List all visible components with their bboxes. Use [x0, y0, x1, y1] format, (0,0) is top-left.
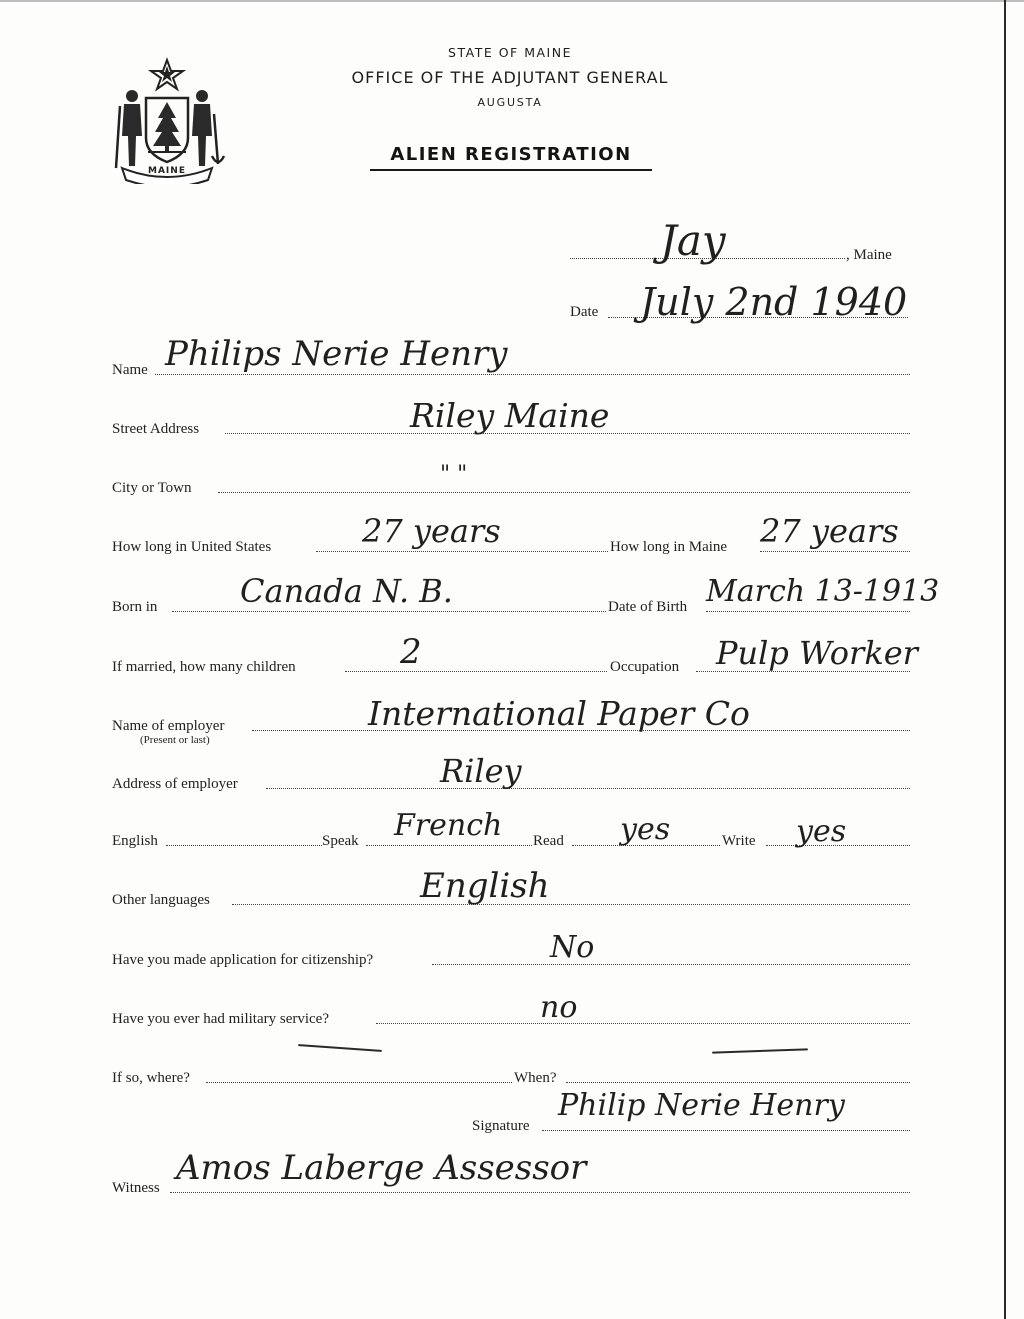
speak-label: Speak	[322, 833, 359, 849]
other-languages-value: English	[420, 866, 550, 906]
how-long-us-value: 27 years	[362, 512, 501, 550]
maine-label: , Maine	[846, 247, 892, 263]
how-long-maine-line	[760, 551, 910, 552]
date-of-birth-line	[706, 611, 910, 612]
children-label: If married, how many children	[112, 659, 296, 675]
employer-address-value: Riley	[440, 752, 522, 790]
date-of-birth-value: March 13-1913	[706, 574, 940, 609]
write-label: Write	[722, 833, 756, 849]
witness-line	[170, 1192, 910, 1193]
witness-value: Amos Laberge Assessor	[176, 1148, 587, 1188]
when-line	[566, 1082, 910, 1083]
other-languages-label: Other languages	[112, 892, 210, 908]
other-languages-line	[232, 904, 910, 905]
employer-note: (Present or last)	[140, 734, 210, 746]
speak-line	[366, 845, 532, 846]
form-title: ALIEN REGISTRATION	[390, 144, 632, 165]
street-address-value: Riley Maine	[410, 396, 610, 435]
speak-value: French	[394, 808, 503, 843]
how-long-maine-label: How long in Maine	[610, 539, 728, 555]
name-line	[155, 374, 910, 375]
children-line	[345, 671, 607, 672]
military-line	[376, 1023, 910, 1024]
blank-dash-where	[298, 1044, 382, 1052]
employer-name-label: Name of employer	[112, 718, 225, 734]
signature-value: Philip Nerie Henry	[558, 1088, 845, 1123]
children-value: 2	[400, 632, 422, 672]
city-or-town-line	[218, 492, 910, 493]
military-value: no	[540, 990, 578, 1025]
employer-name-value: International Paper Co	[368, 694, 750, 733]
city-or-town-value: " "	[440, 462, 468, 487]
citizenship-label: Have you made application for citizenship?	[112, 952, 374, 968]
how-long-us-label: How long in United States	[112, 539, 272, 555]
how-long-us-line	[316, 551, 608, 552]
citizenship-line	[432, 964, 910, 965]
date-label: Date	[570, 304, 599, 320]
witness-label: Witness	[112, 1180, 160, 1196]
occupation-value: Pulp Worker	[716, 634, 918, 672]
read-label: Read	[533, 833, 564, 849]
english-label: English	[112, 833, 158, 849]
title-underline	[370, 169, 652, 171]
signature-line	[542, 1130, 910, 1131]
name-value: Philips Nerie Henry	[165, 334, 508, 374]
maine-state-seal	[108, 56, 226, 184]
occupation-label: Occupation	[610, 659, 680, 675]
how-long-maine-value: 27 years	[760, 512, 899, 550]
street-address-label: Street Address	[112, 421, 200, 437]
city-or-town-label: City or Town	[112, 480, 192, 496]
signature-label: Signature	[472, 1118, 530, 1134]
employer-address-label: Address of employer	[112, 776, 238, 792]
page-top-edge	[0, 0, 1024, 2]
write-value: yes	[796, 814, 847, 849]
date-of-birth-label: Date of Birth	[608, 599, 688, 615]
read-value: yes	[620, 812, 671, 847]
header-city: AUGUSTA	[477, 96, 543, 109]
born-in-value: Canada N. B.	[240, 572, 453, 610]
born-in-line	[172, 611, 606, 612]
military-label: Have you ever had military service?	[112, 1011, 329, 1027]
town-value: Jay	[660, 216, 726, 265]
born-in-label: Born in	[112, 599, 158, 615]
english-line	[166, 845, 322, 846]
blank-dash-when	[712, 1048, 808, 1053]
header-state: STATE OF MAINE	[448, 45, 572, 60]
name-label: Name	[112, 362, 148, 378]
date-value: July 2nd 1940	[640, 280, 908, 324]
where-label: If so, where?	[112, 1070, 190, 1086]
where-line	[206, 1082, 512, 1083]
citizenship-value: No	[550, 930, 595, 965]
employer-address-line	[266, 788, 910, 789]
seal-banner-text: MAINE	[148, 166, 186, 176]
page-right-edge	[1004, 0, 1006, 1319]
header-office: OFFICE OF THE ADJUTANT GENERAL	[351, 68, 669, 87]
when-label: When?	[514, 1070, 557, 1086]
